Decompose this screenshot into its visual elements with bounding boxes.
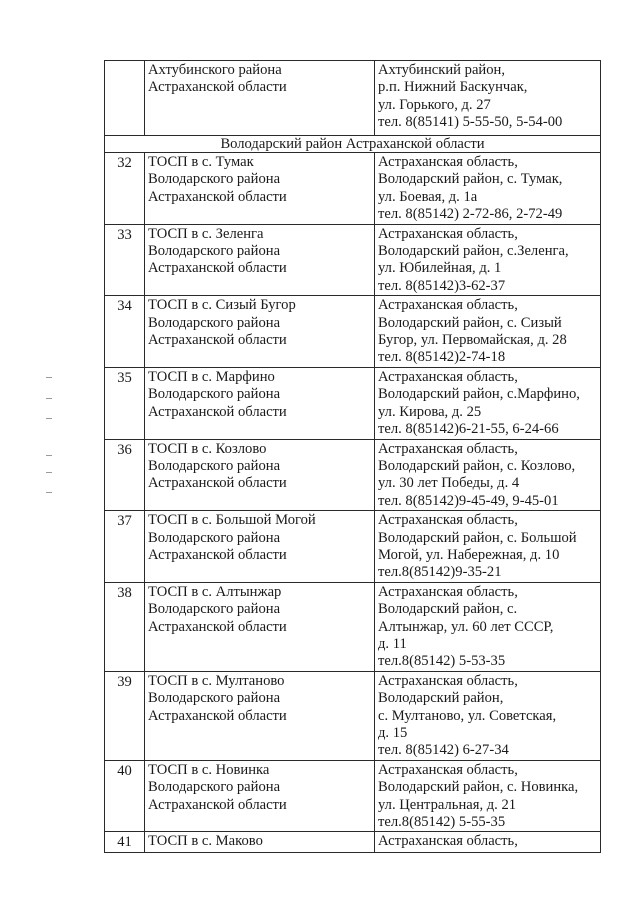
- office-name-line: ТОСП в с. Зеленга: [148, 225, 264, 242]
- office-name-line: Володарского района: [148, 779, 281, 796]
- scan-margin-mark: [46, 472, 52, 473]
- address-line: Астраханская область,: [378, 833, 518, 850]
- address-line: тел. 8(85142)3-62-37: [378, 277, 506, 294]
- address-line: Алтынжар, ул. 60 лет СССР,: [378, 618, 554, 635]
- row-number: 37: [105, 511, 145, 583]
- address-line: ул. Боевая, д. 1а: [378, 188, 478, 205]
- office-name-line: ТОСП в с. Большой Могой: [148, 512, 316, 529]
- office-address-cell: [375, 760, 601, 832]
- office-name-line: ТОСП в с. Козлово: [148, 440, 267, 457]
- office-name-line: Астраханской области: [148, 796, 287, 813]
- address-line: Астраханская область,: [378, 672, 518, 689]
- scan-margin-mark: [46, 377, 52, 378]
- row-number: 35: [105, 367, 145, 439]
- address-line: д. 11: [378, 635, 407, 652]
- address-line: Володарский район,: [378, 690, 504, 707]
- address-line: тел. 8(85142)9-45-49, 9-45-01: [378, 492, 559, 509]
- office-name-line: Володарского района: [148, 171, 281, 188]
- address-line: Бугор, ул. Первомайская, д. 28: [378, 332, 567, 349]
- office-name-line: Астраханской области: [148, 188, 287, 205]
- office-name-cell: [145, 760, 375, 832]
- scan-margin-mark: [46, 398, 52, 399]
- office-name-cell: [145, 367, 375, 439]
- table-row: [105, 367, 601, 439]
- address-line: д. 15: [378, 725, 408, 741]
- address-line: ул. Центральная, д. 21: [378, 796, 517, 813]
- office-name-line: ТОСП в с. Мултаново: [148, 672, 285, 689]
- office-address-cell: [375, 671, 601, 760]
- office-name-line: Володарского района: [148, 243, 281, 260]
- office-name-line: ТОСП в с. Марфино: [148, 368, 275, 385]
- office-name-cell: [145, 296, 375, 368]
- scan-margin-mark: [46, 492, 52, 493]
- address-line: тел.8(85142)9-35-21: [378, 564, 502, 581]
- address-line: тел. 8(85141) 5-55-50, 5-54-00: [378, 114, 563, 131]
- address-line: тел. 8(85142) 6-27-34: [378, 742, 509, 759]
- address-line: Астраханская область,: [378, 225, 518, 242]
- address-line: тел. 8(85142)6-21-55, 6-24-66: [378, 421, 559, 438]
- row-number: 32: [105, 153, 145, 225]
- address-line: р.п. Нижний Баскунчак,: [378, 79, 528, 96]
- section-header-row: [105, 136, 601, 153]
- office-name-line: Володарского района: [148, 314, 281, 331]
- address-line: Володарский район, с.: [378, 601, 518, 618]
- office-name-line: Володарского района: [148, 601, 281, 618]
- office-name-line: Астраханской области: [148, 260, 287, 277]
- address-line: тел. 8(85142)2-74-18: [378, 349, 506, 366]
- office-name-cell: [145, 61, 375, 136]
- office-name-line: Володарского района: [148, 690, 281, 707]
- address-line: ул. Юбилейная, д. 1: [378, 260, 502, 277]
- office-address-cell: [375, 511, 601, 583]
- office-name-cell: [145, 439, 375, 511]
- address-line: Астраханская область,: [378, 154, 518, 170]
- office-name-cell: [145, 582, 375, 671]
- address-line: Володарский район, с. Козлово,: [378, 457, 576, 474]
- office-name-line: Астраханской области: [148, 332, 287, 349]
- office-name-cell: [145, 224, 375, 296]
- address-line: Володарский район, с. Сизый: [378, 314, 562, 331]
- office-address-cell: [375, 224, 601, 296]
- office-name-line: Ахтубинского района: [148, 62, 282, 78]
- address-line: Володарский район, с. Тумак,: [378, 171, 563, 188]
- address-line: тел.8(85142) 5-53-35: [378, 653, 506, 670]
- table-row: [105, 296, 601, 368]
- address-line: Могой, ул. Набережная, д. 10: [378, 546, 560, 563]
- office-name-cell: [145, 671, 375, 760]
- row-number: 38: [105, 582, 145, 671]
- row-number: 41: [105, 832, 145, 852]
- address-line: ул. Горького, д. 27: [378, 96, 491, 113]
- address-line: Володарский район, с.Марфино,: [378, 386, 580, 403]
- row-number: 33: [105, 224, 145, 296]
- office-name-line: Астраханской области: [148, 79, 287, 96]
- office-name-cell: [145, 153, 375, 225]
- table-row: [105, 511, 601, 583]
- table-row: [105, 153, 601, 225]
- office-name-line: ТОСП в с. Маково: [148, 833, 263, 850]
- office-name-line: Астраханской области: [148, 618, 287, 635]
- office-name-line: Астраханской области: [148, 403, 287, 420]
- table-row: [105, 582, 601, 671]
- scan-margin-mark: [46, 455, 52, 456]
- office-address-cell: [375, 367, 601, 439]
- address-line: тел.8(85142) 5-55-35: [378, 814, 506, 831]
- section-header: Володарский район Астраханской области: [105, 136, 601, 153]
- office-name-line: Астраханской области: [148, 546, 287, 563]
- table-row: [105, 760, 601, 832]
- office-name-cell: [145, 511, 375, 583]
- address-line: Астраханская область,: [378, 297, 518, 314]
- table-row: [105, 832, 601, 852]
- address-line: Володарский район, с. Новинка,: [378, 779, 579, 796]
- office-name-line: Володарского района: [148, 386, 281, 403]
- address-line: Астраханская область,: [378, 512, 518, 529]
- office-name-cell: [145, 832, 375, 852]
- scan-margin-mark: [46, 418, 52, 419]
- address-line: ул. 30 лет Победы, д. 4: [378, 475, 520, 492]
- address-line: Володарский район, с.Зеленга,: [378, 243, 569, 260]
- office-address-cell: [375, 582, 601, 671]
- table-row: [105, 439, 601, 511]
- office-address-cell: [375, 153, 601, 225]
- address-line: с. Мултаново, ул. Советская,: [378, 707, 557, 724]
- office-name-line: ТОСП в с. Новинка: [148, 761, 270, 778]
- office-address-cell: [375, 832, 601, 852]
- address-line: Астраханская область,: [378, 440, 518, 457]
- office-address-cell: [375, 296, 601, 368]
- office-address-cell: [375, 61, 601, 136]
- office-name-line: ТОСП в с. Сизый Бугор: [148, 297, 296, 314]
- address-line: Астраханская область,: [378, 368, 518, 385]
- address-line: ул. Кирова, д. 25: [378, 403, 482, 420]
- row-number: 39: [105, 671, 145, 760]
- office-name-line: ТОСП в с. Тумак: [148, 154, 254, 170]
- office-address-cell: [375, 439, 601, 511]
- address-line: Ахтубинский район,: [378, 62, 505, 78]
- row-number: [105, 61, 145, 136]
- row-number: 40: [105, 760, 145, 832]
- offices-table: [104, 60, 601, 853]
- row-number: 34: [105, 296, 145, 368]
- address-line: Астраханская область,: [378, 761, 518, 778]
- table-row: [105, 224, 601, 296]
- office-name-line: Астраханской области: [148, 475, 287, 492]
- address-line: тел. 8(85142) 2-72-86, 2-72-49: [378, 206, 563, 223]
- table-row: [105, 671, 601, 760]
- office-name-line: ТОСП в с. Алтынжар: [148, 583, 282, 600]
- row-number: 36: [105, 439, 145, 511]
- table-row: [105, 61, 601, 136]
- office-name-line: Астраханской области: [148, 707, 287, 724]
- address-line: Астраханская область,: [378, 583, 518, 600]
- office-name-line: Володарского района: [148, 457, 281, 474]
- address-line: Володарский район, с. Большой: [378, 529, 577, 546]
- office-name-line: Володарского района: [148, 529, 281, 546]
